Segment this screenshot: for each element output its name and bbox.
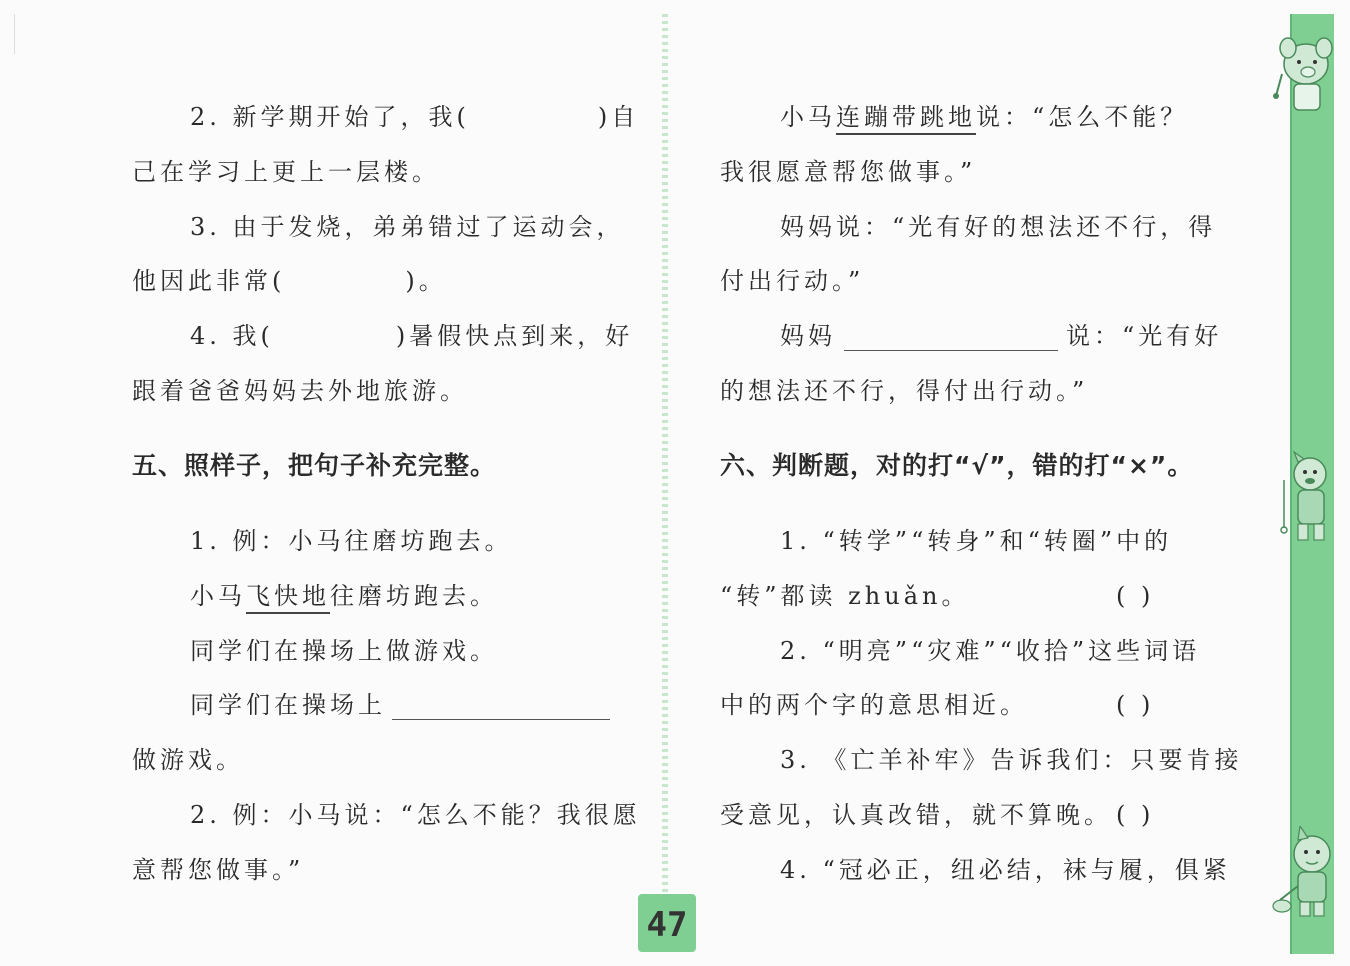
ex1-model xyxy=(190,581,498,611)
ex1-model-post: 往磨坊跑去。 xyxy=(330,582,498,610)
pig-mascot-icon xyxy=(1268,34,1338,124)
judge3-line2: 受意见，认真改错，就不算晚。 xyxy=(720,801,1112,829)
judge1-line2: “转”都读 zhuǎn。 xyxy=(720,582,970,610)
ex1-fill-pre: 同学们在操场上 xyxy=(190,691,386,719)
ex1-fill xyxy=(190,690,610,720)
margin-mark xyxy=(14,14,15,54)
ex1-label: 1. 例：小马往磨坊跑去。 xyxy=(190,527,513,555)
q4-item2-line2: 己在学习上更上一层楼。 xyxy=(132,158,440,186)
judge1-line1: 1. “转学”“转身”和“转圈”中的 xyxy=(780,527,1173,555)
judge1-answer-paren[interactable]: ( ) xyxy=(1116,582,1155,610)
ex2-fill-cont: 的想法还不行，得付出行动。” xyxy=(720,377,1089,405)
ex2-fill-pre: 妈妈 xyxy=(780,322,836,350)
judge2-line1: 2. “明亮”“灾难”“收拾”这些词语 xyxy=(780,637,1201,665)
q4-item3-line2 xyxy=(132,266,447,296)
ex2-label-line2: 意帮您做事。” xyxy=(132,856,305,884)
ex1-given: 同学们在操场上做游戏。 xyxy=(190,637,498,665)
section-6-title: 六、判断题，对的打“√”，错的打“×”。 xyxy=(720,451,1194,480)
q4-item2-line1 xyxy=(190,102,639,132)
dog-mascot-icon xyxy=(1276,450,1338,550)
ex2-model-pre: 小马 xyxy=(780,103,836,131)
judge2-answer-paren[interactable]: ( ) xyxy=(1116,691,1155,719)
ex2-fill-post: 说：“光有好 xyxy=(1066,322,1223,350)
cat-mascot-icon xyxy=(1272,826,1338,922)
page-number: 47 xyxy=(638,894,696,952)
ex2-given-line2: 付出行动。” xyxy=(720,267,865,295)
section-5-title: 五、照样子，把句子补充完整。 xyxy=(132,451,497,480)
judge4-line1: 4. “冠必正，纽必结，袜与履，俱紧 xyxy=(780,856,1231,884)
q4-item3-text-end: )。 xyxy=(405,267,447,295)
q4-item4-line1 xyxy=(190,321,633,351)
answer-line[interactable] xyxy=(844,324,1058,351)
q4-item2-text-end: )自 xyxy=(597,103,640,131)
ex2-model-post: 说：“怎么不能？ xyxy=(976,103,1189,131)
ex1-model-underlined: 飞快地 xyxy=(246,582,330,614)
q4-item4-line2: 跟着爸爸妈妈去外地旅游。 xyxy=(132,377,468,405)
q4-item2-text: 2. 新学期开始了，我( xyxy=(190,103,470,131)
ex2-model-underlined: 连蹦带跳地 xyxy=(836,103,976,135)
ex2-model-cont: 我很愿意帮您做事。” xyxy=(720,158,977,186)
page-divider xyxy=(662,14,668,894)
judge3-line1: 3. 《亡羊补牢》告诉我们：只要肯接 xyxy=(780,746,1243,774)
ex2-given-line1: 妈妈说：“光有好的想法还不行，得 xyxy=(780,213,1217,241)
q4-item3-text: 他因此非常( xyxy=(132,267,286,295)
ex1-model-pre: 小马 xyxy=(190,582,246,610)
judge3-answer-paren[interactable]: ( ) xyxy=(1116,801,1155,829)
q4-item3-line1: 3. 由于发烧，弟弟错过了运动会， xyxy=(190,213,625,241)
q4-item4-text: 4. 我( xyxy=(190,322,274,350)
ex1-fill-end: 做游戏。 xyxy=(132,746,244,774)
ex2-fill xyxy=(780,321,1222,351)
judge2-line2: 中的两个字的意思相近。 xyxy=(720,691,1028,719)
answer-line[interactable] xyxy=(392,693,610,720)
ex2-label-line1: 2. 例：小马说：“怎么不能？我很愿 xyxy=(190,801,641,829)
ex2-model xyxy=(780,102,1188,132)
q4-item4-text-end: )暑假快点到来，好 xyxy=(395,322,634,350)
